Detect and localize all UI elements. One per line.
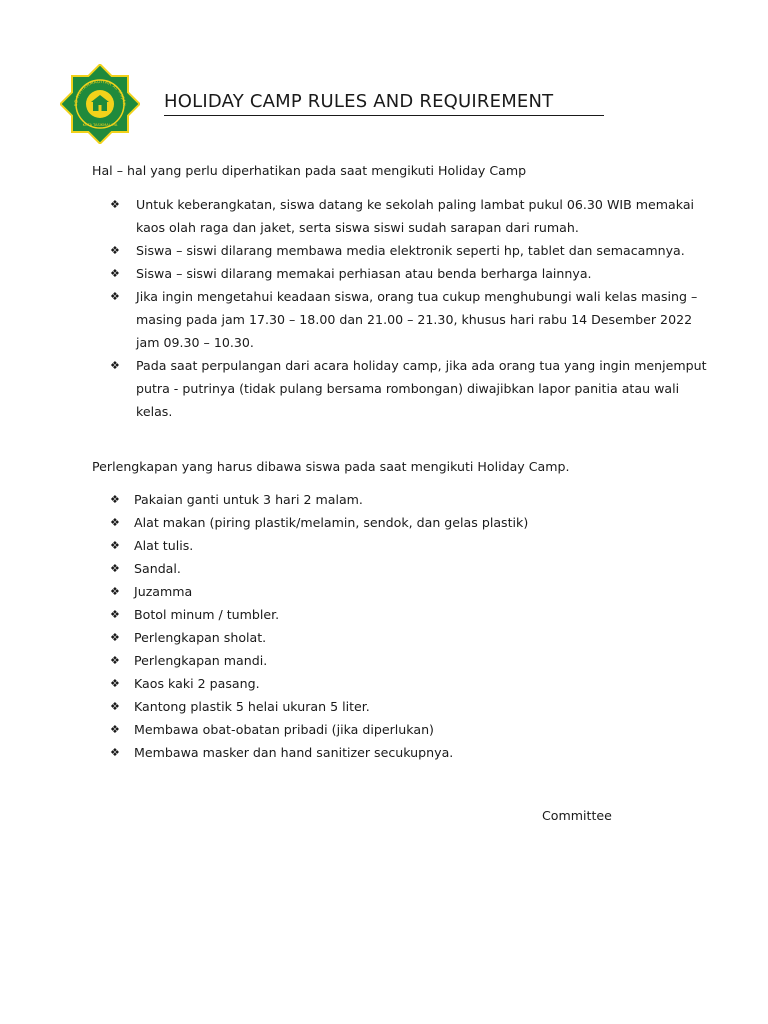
logo-subtext: KOTA TASIKMALAYA [82,123,118,127]
list-item [110,603,710,626]
signature: Committee [542,808,612,823]
school-logo-icon [60,64,140,144]
equipment-text: Perlengkapan mandi. [134,653,268,668]
list-item [110,354,710,423]
diamond-bullet-icon: ❖ [110,654,120,667]
rule-text: Siswa – siswi dilarang membawa media elektronik seperti hp, tablet dan semacamnya. [136,243,685,258]
list-item [110,718,710,741]
list-item [110,262,710,285]
list-item [110,626,710,649]
diamond-bullet-icon: ❖ [110,700,120,713]
rule-text: Untuk keberangkatan, siswa datang ke sekolah paling lambat pukul 06.30 WIB memakai kaos olah raga dan jaket, serta siswa siswi sudah sarapan dari rumah. [136,197,695,235]
diamond-bullet-icon: ❖ [110,267,120,280]
list-item [110,649,710,672]
diamond-bullet-icon: ❖ [110,746,120,759]
list-item [110,285,710,354]
list-item [110,239,710,262]
rule-text: Pada saat perpulangan dari acara holiday camp, jika ada orang tua yang ingin menjemput putra - putrinya (tidak pulang bersama rombongan) diwajibkan lapor panitia atau wali kelas. [136,358,707,419]
list-item [110,488,710,511]
diamond-bullet-icon: ❖ [110,562,120,575]
rules-list [110,193,710,423]
list-item [110,534,710,557]
diamond-bullet-icon: ❖ [110,608,120,621]
equipment-text: Botol minum / tumbler. [134,607,280,622]
diamond-bullet-icon: ❖ [110,198,120,211]
equipment-text: Membawa obat-obatan pribadi (jika diperlukan) [134,722,434,737]
diamond-bullet-icon: ❖ [110,516,120,529]
list-item [110,193,710,239]
equipment-list [110,488,710,764]
equipment-text: Juzamma [134,584,193,599]
equipment-text: Kantong plastik 5 helai ukuran 5 liter. [134,699,370,714]
diamond-bullet-icon: ❖ [110,677,120,690]
diamond-bullet-icon: ❖ [110,585,120,598]
diamond-bullet-icon: ❖ [110,631,120,644]
equipment-intro: Perlengkapan yang harus dibawa siswa pada saat mengikuti Holiday Camp. [92,459,570,474]
list-item [110,557,710,580]
equipment-text: Perlengkapan sholat. [134,630,267,645]
rules-intro: Hal – hal yang perlu diperhatikan pada saat mengikuti Holiday Camp [92,163,527,178]
equipment-text: Alat makan (piring plastik/melamin, sendok, dan gelas plastik) [134,515,529,530]
equipment-text: Membawa masker dan hand sanitizer secukupnya. [134,745,454,760]
diamond-bullet-icon: ❖ [110,359,120,372]
diamond-bullet-icon: ❖ [110,290,120,303]
equipment-text: Sandal. [134,561,181,576]
list-item [110,695,710,718]
page-title: HOLIDAY CAMP RULES AND REQUIREMENT [164,89,604,116]
list-item [110,580,710,603]
diamond-bullet-icon: ❖ [110,723,120,736]
diamond-bullet-icon: ❖ [110,244,120,257]
rule-text: Siswa – siswi dilarang memakai perhiasan atau benda berharga lainnya. [136,266,592,281]
equipment-text: Pakaian ganti untuk 3 hari 2 malam. [134,492,363,507]
list-item [110,741,710,764]
rule-text: Jika ingin mengetahui keadaan siswa, orang tua cukup menghubungi wali kelas masing – masing pada jam 17.30 – 18.00 dan 21.00 – 21.30, khusus hari rabu 14 Desember 2022 jam 09.30 – 10.30. [136,289,698,350]
equipment-text: Kaos kaki 2 pasang. [134,676,260,691]
logo-text: SD MUHAMMADIYAH AL MUJAH [72,78,128,107]
equipment-text: Alat tulis. [134,538,194,553]
list-item [110,672,710,695]
diamond-bullet-icon: ❖ [110,493,120,506]
diamond-bullet-icon: ❖ [110,539,120,552]
list-item [110,511,710,534]
